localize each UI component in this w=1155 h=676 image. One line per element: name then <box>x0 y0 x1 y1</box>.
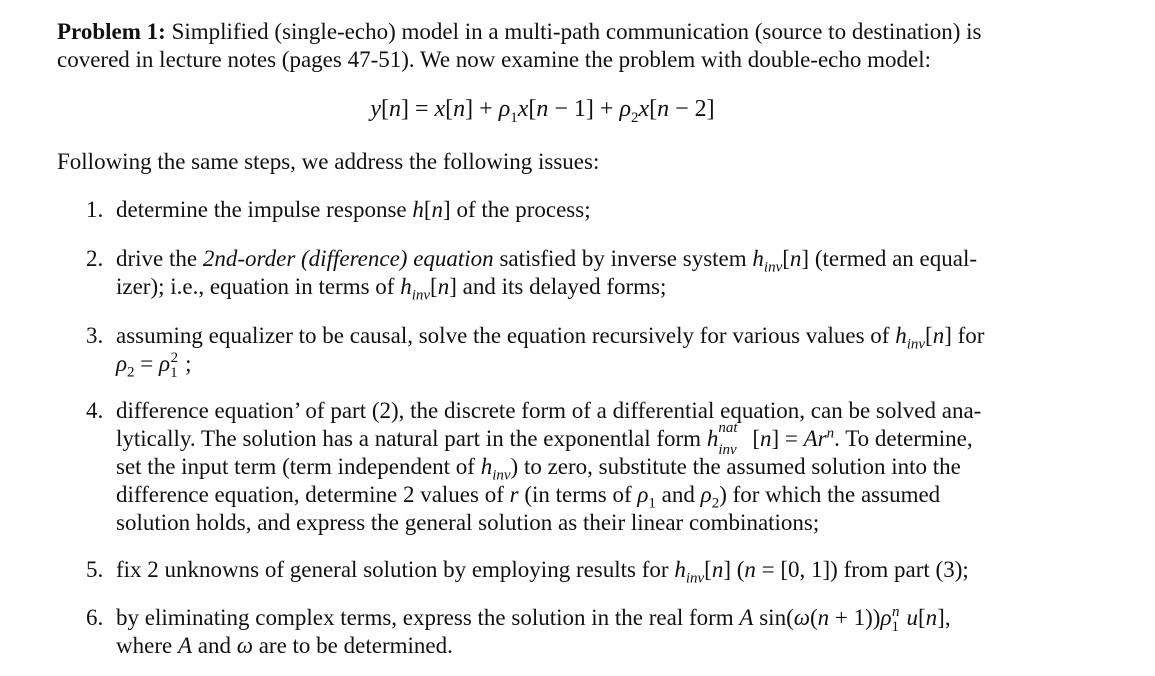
problem-heading: Problem 1: <box>57 19 166 44</box>
list-item <box>86 322 1032 381</box>
item-text: fix 2 unknowns of general solution by employing results for $h_{inv}[n] (n = [0$, 1]) from part (3); <box>116 557 969 587</box>
item-number: 2. <box>86 246 104 271</box>
item-text: drive the 2nd-order (difference) equation satisfied by inverse system $h_{inv}[n]$ (termed an equal- izer); i.e., equation in terms of $h_{inv}[n]$ and its delayed forms; <box>116 246 978 304</box>
list-item <box>86 245 1032 304</box>
item-number: 3. <box>86 323 104 348</box>
problem-intro: Problem 1: Simplified (single-echo) model in a multi-path communication (source to destination) is covered in lecture notes (pages 47-51). We now examine the problem with double-echo model: <box>57 19 982 72</box>
double-echo-equation: $y[n] = x[n] + \rho_1x[n - 1] + \rho_2x[n - 2]$ <box>370 96 715 126</box>
item-text: by eliminating complex terms, express the solution in the real form A $\sin(\omega(n + 1))\rho_1^n$ u[n], where A and ω are to be determined. <box>116 604 951 658</box>
list-item <box>86 604 1032 660</box>
lead-text: Following the same steps, we address the following issues: <box>57 149 600 174</box>
item-text: assuming equalizer to be causal, solve the equation recursively for various values of $h_{inv}[n]$ for $\rho_2 = \rho_1^2$ ; <box>116 323 985 381</box>
item-number: 4. <box>86 398 104 423</box>
list-item <box>86 196 1032 224</box>
item-text: difference equation’ of part (2), the discrete form of a differential equation, can be solved ana- lytically. The solution has a natural part in the exponentlal form h nat inv $[n] = Ar^n$. To determine, set the input term (term independent of $h_{inv}$) to zero, substitute the assumed solution into the difference equation, determine 2 values of r (in terms of $\rho_1$ and $\rho_2$) for which the assumed solution holds, and express the general solution as their linear combinations; <box>116 398 982 535</box>
item-number: 1. <box>86 197 104 222</box>
item-text: determine the impulse response h[n] of the process; <box>116 197 591 222</box>
list-item <box>86 556 1032 587</box>
item-number: 6. <box>86 605 104 630</box>
list-item <box>86 397 1032 537</box>
item-number: 5. <box>86 557 104 582</box>
